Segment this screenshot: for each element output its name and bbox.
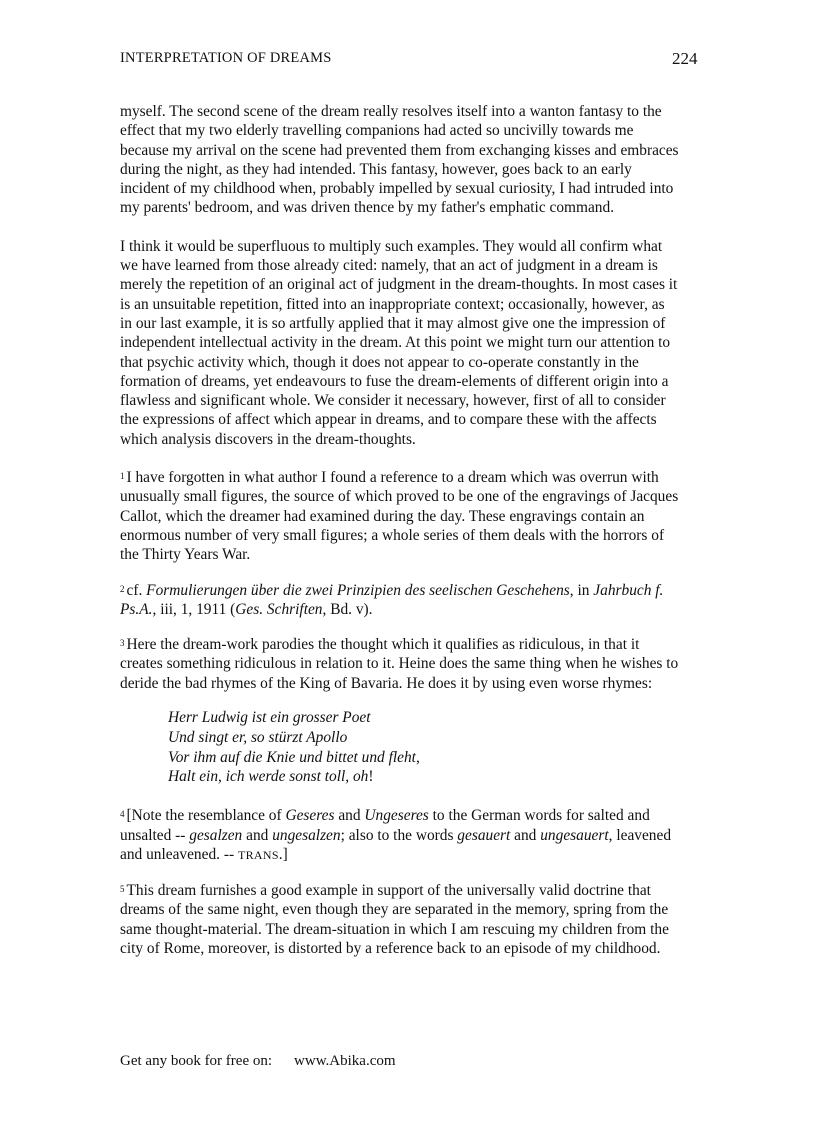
poem-line: Und singt er, so stürzt Apollo — [168, 728, 348, 746]
page-body — [120, 102, 680, 958]
footnote-5 — [120, 881, 680, 958]
footnote-number: 5 — [120, 884, 125, 895]
paragraph: myself. The second scene of the dream really resolves itself into a wanton fantasy to the effect that my two elderly travelling companions had acted so uncivilly towards me because my arrival on the scene had prevented them from exchanging kisses and embraces during the night, as they had intended. This fantasy, however, goes back to an early incident of my childhood when, probably impelled by sexual curiosity, I had intruded into my parents' bedroom, and was driven thence by my father's emphatic command. — [120, 103, 679, 217]
footnote-text: Here the dream-work parodies the thought which it qualifies as ridiculous, in that it creates something ridiculous in relation to it. Heine does the same thing when he wishes to deride the bad rhymes of the King of Bavaria. He does it by using even worse rhymes: — [120, 636, 679, 692]
paragraph: I think it would be superfluous to multiply such examples. They would all confirm what we have learned from those already cited: namely, that an act of judgment in a dream is merely the repetition of an original act of judgment in the dream-thoughts. In most cases it is an unsuitable repetition, fitted into an inappropriate context; occasionally, however, as in our last example, it is so artfully applied that it may almost give one the impression of independent intellectual activity in the dream. At this point we might turn our attention to that psychic activity which, though it does not appear to co-operate constantly in the formation of dreams, yet endeavours to fuse the dream-elements of different origin into a flawless and significant whole. We consider it necessary, however, first of all to consider the expressions of affect which appear in dreams, and to compare these with the affects which analysis discovers in the dream-thoughts. — [120, 237, 678, 448]
running-header-title: INTERPRETATION OF DREAMS — [120, 50, 332, 66]
footer-label: Get any book for free on: — [120, 1053, 273, 1069]
footnote-text: This dream furnishes a good example in support of the universally valid doctrine that dreams of the same night, even though they are separated in the memory, spring from the same thought-material. The dream-situation in which I am rescuing my children from the city of Rome, moreover, is distorted by a reference back to an episode of my childhood. — [120, 882, 669, 957]
cited-title: Formulierungen über die zwei Prinzipien des seelischen Geschehens — [146, 581, 570, 599]
poem-line: Herr Ludwig ist ein grosser Poet — [168, 709, 371, 727]
footnote-number: 2 — [120, 583, 125, 594]
footnote-3 — [120, 635, 680, 693]
cited-journal: Jahrbuch f. Ps.A. — [120, 581, 664, 618]
cited-collected-works: Ges. Schriften — [235, 600, 323, 618]
footnote-1 — [120, 468, 680, 564]
footer-site-link[interactable]: www.Abika.com — [294, 1053, 396, 1069]
footnote-number: 1 — [120, 471, 125, 482]
heine-poem — [168, 708, 680, 787]
footnote-2: $^2$ cf. Formulierungen über die zwei Prinzipien des seelischen Geschehens, in Jahrbuch f. Ps.A., iii, 1, 1911 (Ges. Schriften, Bd. v). — [120, 581, 664, 618]
poem-line: Halt ein, ich werde sonst toll, oh! — [168, 768, 374, 786]
footnote-4: $^4$ [Note the resemblance of Geseres and Ungeseres to the German words for salted and unsalted -- gesalzen and ungesalzen; also to the words gesauert and ungesauert, leavened and unleavened. -- TRANS.] — [120, 807, 672, 863]
trans-marker: TRANS — [237, 847, 279, 862]
footnote-number: 3 — [120, 638, 125, 649]
page-number: 224 — [672, 49, 698, 68]
page-footer — [120, 1053, 396, 1070]
poem-line: Vor ihm auf die Knie und bittet und fleht, — [168, 748, 420, 766]
footnote-number: 4 — [120, 809, 125, 820]
footnote-text: I have forgotten in what author I found a reference to a dream which was overrun with unusually small figures, the source of which proved to be one of the engravings of Jacques Callot, which the dreamer had examined during the day. These engravings contain an enormous number of very small figures; a whole series of them deals with the horrors of the Thirty Years War. — [120, 469, 679, 564]
